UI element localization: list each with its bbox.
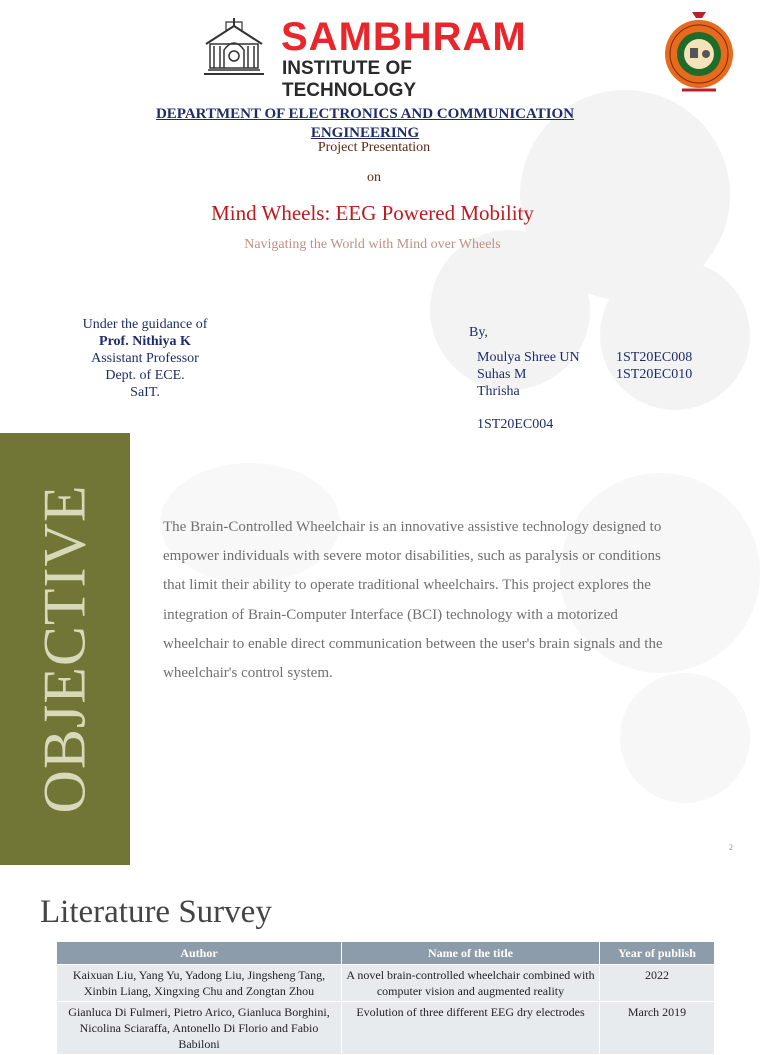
literature-survey-heading: Literature Survey: [40, 894, 272, 930]
objective-heading: OBJECTIVE: [31, 484, 98, 814]
student-name: Moulya Shree UN: [477, 350, 580, 365]
student-row: [477, 366, 717, 383]
page-number: 2: [729, 843, 733, 852]
guidance-intro: Under the guidance of: [82, 317, 208, 332]
department-heading: DEPARTMENT OF ELECTRONICS AND COMMUNICATION ENGINEERING: [155, 106, 575, 141]
year-cell: March 2019: [600, 1002, 715, 1055]
student-row: [477, 383, 717, 400]
column-header-year: Year of publish: [600, 942, 715, 965]
student-name: Suhas M: [477, 367, 527, 382]
literature-table: [56, 941, 715, 1055]
by-label: By,: [469, 325, 488, 340]
year-cell: 2022: [600, 965, 715, 1002]
brand-name: SAMBHRAM: [281, 15, 527, 59]
column-header-author: Author: [57, 942, 342, 965]
objective-line: wheelchair to enable direct communication between the user's brain signals and the: [163, 635, 663, 652]
objective-line: The Brain-Controlled Wheelchair is an innovative assistive technology designed to: [163, 519, 662, 535]
temple-emblem-icon: [196, 14, 272, 80]
author-cell: Kaixuan Liu, Yang Yu, Yadong Liu, Jingsheng Tang, Xinbin Liang, Xingxing Chu and Zongtan Zhou: [57, 965, 342, 1002]
project-presentation-label: Project Presentation: [317, 140, 431, 155]
student-list: [477, 349, 717, 400]
table-header-row: [57, 942, 715, 965]
literature-survey-slide: [0, 872, 768, 1051]
student-usn: 1ST20EC010: [616, 367, 693, 382]
student-name: Thrisha: [477, 384, 520, 399]
institute-logo: [196, 14, 541, 101]
objective-text: [163, 513, 698, 713]
table-row: [57, 965, 715, 1002]
objective-line: that limit their ability to operate traditional wheelchairs. This project explores the: [163, 577, 651, 594]
title-slide: [0, 0, 768, 432]
objective-line: integration of Brain-Computer Interface (BCI) technology with a motorized: [163, 606, 618, 623]
table-row: [57, 1002, 715, 1055]
brand-subtitle: INSTITUTE OF TECHNOLOGY: [282, 58, 417, 101]
student-usn-extra: 1ST20EC004: [477, 417, 554, 432]
university-seal-icon: [662, 8, 736, 94]
title-cell: A novel brain-controlled wheelchair combined with computer vision and augmented reality: [342, 965, 600, 1002]
objective-band: [0, 433, 130, 865]
objective-line: wheelchair's control system.: [163, 665, 333, 682]
project-subtitle: Navigating the World with Mind over Wheels: [244, 237, 501, 252]
objective-line: empower individuals with severe motor disabilities, such as paralysis or conditions: [163, 548, 661, 565]
guide-block: [40, 316, 250, 401]
guide-dept: Dept. of ECE.: [105, 368, 185, 383]
student-usn: 1ST20EC008: [616, 350, 693, 365]
guide-name: Prof. Nithiya K: [99, 334, 191, 349]
title-cell: Evolution of three different EEG dry electrodes: [342, 1002, 600, 1055]
column-header-title: Name of the title: [342, 942, 600, 965]
guide-institute: SaIT.: [130, 385, 160, 400]
objective-slide: [0, 433, 768, 865]
on-label: on: [367, 170, 381, 185]
student-row: [477, 349, 717, 366]
author-cell: Gianluca Di Fulmeri, Pietro Arico, Gianluca Borghini, Nicolina Sciaraffa, Antonello Di Florio and Fabio Babiloni: [57, 1002, 342, 1055]
guide-designation: Assistant Professor: [91, 351, 199, 366]
project-title: Mind Wheels: EEG Powered Mobility: [211, 201, 534, 225]
